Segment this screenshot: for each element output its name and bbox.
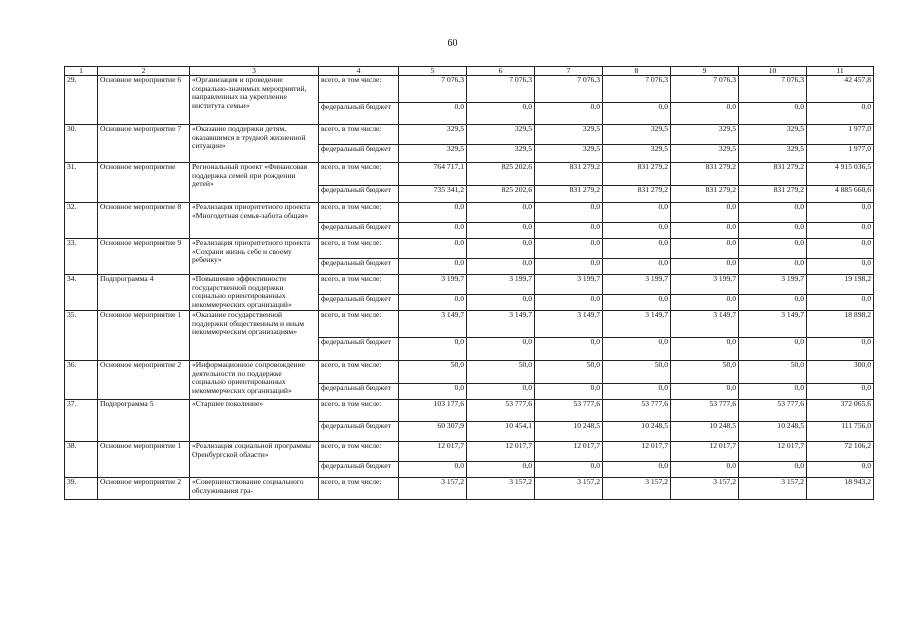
amount-cell: 53 777,6 (603, 400, 671, 422)
amount-cell: 0,0 (739, 239, 807, 259)
funding-label: всего, в том числе: (319, 400, 399, 422)
amount-cell: 0,0 (467, 384, 535, 400)
amount-cell: 329,5 (535, 145, 603, 163)
amount-cell: 0,0 (603, 295, 671, 311)
amount-cell: 0,0 (603, 239, 671, 259)
column-header: 2 (98, 67, 190, 76)
amount-cell: 1 977,0 (807, 145, 874, 163)
amount-cell: 12 017,7 (399, 442, 467, 462)
amount-cell: 831 279,2 (739, 186, 807, 203)
amount-cell: 0,0 (535, 384, 603, 400)
amount-cell: 53 777,6 (671, 400, 739, 422)
row-name: Основное мероприятие (98, 163, 190, 203)
amount-cell: 4 915 036,5 (807, 163, 874, 186)
amount-cell: 7 076,3 (399, 76, 467, 103)
amount-cell: 0,0 (739, 203, 807, 223)
row-name: Подпрограмма 4 (98, 275, 190, 311)
table-row (65, 163, 874, 186)
amount-cell: 831 279,2 (739, 163, 807, 186)
funding-label: федеральный бюджет (319, 223, 399, 239)
amount-cell: 0,0 (739, 338, 807, 361)
amount-cell: 0,0 (671, 223, 739, 239)
amount-cell: 18 898,2 (807, 311, 874, 338)
row-description: «Старшее поколение» (190, 400, 319, 442)
amount-cell: 831 279,2 (603, 163, 671, 186)
amount-cell: 0,0 (467, 462, 535, 478)
amount-cell: 50,0 (603, 361, 671, 384)
amount-cell: 111 756,0 (807, 422, 874, 442)
amount-cell: 3 199,7 (535, 275, 603, 295)
amount-cell: 0,0 (603, 103, 671, 125)
amount-cell: 72 106,2 (807, 442, 874, 462)
amount-cell: 0,0 (739, 103, 807, 125)
amount-cell: 0,0 (467, 203, 535, 223)
amount-cell: 0,0 (671, 295, 739, 311)
amount-cell: 0,0 (739, 259, 807, 275)
amount-cell: 0,0 (399, 223, 467, 239)
amount-cell: 3 199,7 (399, 275, 467, 295)
table-row (65, 361, 874, 384)
amount-cell: 735 341,2 (399, 186, 467, 203)
funding-label: федеральный бюджет (319, 462, 399, 478)
row-description: «Совершенствование социального обслуживания гра- (190, 478, 319, 500)
amount-cell: 103 177,6 (399, 400, 467, 422)
amount-cell: 329,5 (739, 125, 807, 145)
column-header: 3 (190, 67, 319, 76)
amount-cell: 329,5 (671, 145, 739, 163)
table-row (65, 125, 874, 145)
amount-cell: 0,0 (535, 223, 603, 239)
amount-cell: 0,0 (603, 223, 671, 239)
table-row (65, 239, 874, 259)
amount-cell: 18 943,2 (807, 478, 874, 500)
funding-label: федеральный бюджет (319, 145, 399, 163)
amount-cell: 0,0 (535, 239, 603, 259)
amount-cell: 3 149,7 (399, 311, 467, 338)
amount-cell: 0,0 (807, 223, 874, 239)
amount-cell: 329,5 (399, 145, 467, 163)
amount-cell: 0,0 (807, 384, 874, 400)
column-header: 4 (319, 67, 399, 76)
column-header: 6 (467, 67, 535, 76)
row-number: 38. (65, 442, 98, 478)
funding-label: всего, в том числе: (319, 239, 399, 259)
budget-table (64, 66, 874, 500)
amount-cell: 0,0 (603, 203, 671, 223)
row-name: Основное мероприятие 1 (98, 311, 190, 361)
amount-cell: 0,0 (807, 338, 874, 361)
amount-cell: 3 199,7 (603, 275, 671, 295)
amount-cell: 329,5 (399, 125, 467, 145)
amount-cell: 825 202,6 (467, 163, 535, 186)
amount-cell: 0,0 (399, 103, 467, 125)
row-name: Основное мероприятие 2 (98, 478, 190, 500)
row-name: Основное мероприятие 7 (98, 125, 190, 163)
funding-label: федеральный бюджет (319, 384, 399, 400)
funding-label: всего, в том числе: (319, 125, 399, 145)
table-row (65, 275, 874, 295)
amount-cell: 0,0 (535, 338, 603, 361)
amount-cell: 0,0 (807, 239, 874, 259)
amount-cell: 329,5 (603, 145, 671, 163)
amount-cell: 0,0 (807, 295, 874, 311)
page-number: 60 (447, 38, 458, 49)
amount-cell: 329,5 (535, 125, 603, 145)
row-description: Региональный проект «Финансовая поддержка семей при рождении детей» (190, 163, 319, 203)
amount-cell: 0,0 (603, 338, 671, 361)
row-number: 34. (65, 275, 98, 311)
amount-cell: 12 017,7 (535, 442, 603, 462)
row-number: 39. (65, 478, 98, 500)
amount-cell: 0,0 (399, 338, 467, 361)
funding-label: всего, в том числе: (319, 361, 399, 384)
amount-cell: 329,5 (603, 125, 671, 145)
amount-cell: 0,0 (535, 259, 603, 275)
funding-label: всего, в том числе: (319, 478, 399, 500)
amount-cell: 0,0 (467, 338, 535, 361)
amount-cell: 0,0 (399, 239, 467, 259)
amount-cell: 0,0 (671, 239, 739, 259)
amount-cell: 12 017,7 (467, 442, 535, 462)
row-number: 31. (65, 163, 98, 203)
amount-cell: 50,0 (399, 361, 467, 384)
row-name: Основное мероприятие 9 (98, 239, 190, 275)
column-header: 9 (671, 67, 739, 76)
row-description: «Реализация приоритетного проекта «Сохрани жизнь себе и своему ребенку» (190, 239, 319, 275)
amount-cell: 0,0 (535, 103, 603, 125)
amount-cell: 0,0 (399, 462, 467, 478)
amount-cell: 3 199,7 (671, 275, 739, 295)
amount-cell: 7 076,3 (603, 76, 671, 103)
row-number: 29. (65, 76, 98, 125)
amount-cell: 60 307,9 (399, 422, 467, 442)
amount-cell: 3 157,2 (603, 478, 671, 500)
amount-cell: 0,0 (535, 203, 603, 223)
funding-label: федеральный бюджет (319, 338, 399, 361)
row-name: Подпрограмма 5 (98, 400, 190, 442)
amount-cell: 3 157,2 (535, 478, 603, 500)
amount-cell: 831 279,2 (535, 186, 603, 203)
amount-cell: 0,0 (399, 295, 467, 311)
amount-cell: 329,5 (467, 125, 535, 145)
amount-cell: 50,0 (467, 361, 535, 384)
amount-cell: 42 457,8 (807, 76, 874, 103)
funding-label: федеральный бюджет (319, 259, 399, 275)
column-header: 10 (739, 67, 807, 76)
funding-label: федеральный бюджет (319, 295, 399, 311)
amount-cell: 372 065,6 (807, 400, 874, 422)
amount-cell: 0,0 (739, 462, 807, 478)
amount-cell: 3 149,7 (467, 311, 535, 338)
row-number: 36. (65, 361, 98, 400)
amount-cell: 0,0 (739, 223, 807, 239)
funding-label: всего, в том числе: (319, 203, 399, 223)
amount-cell: 825 202,6 (467, 186, 535, 203)
amount-cell: 10 454,1 (467, 422, 535, 442)
amount-cell: 764 717,1 (399, 163, 467, 186)
table-row (65, 442, 874, 462)
amount-cell: 0,0 (671, 203, 739, 223)
amount-cell: 3 149,7 (535, 311, 603, 338)
amount-cell: 0,0 (535, 295, 603, 311)
amount-cell: 0,0 (603, 259, 671, 275)
row-name: Основное мероприятие 1 (98, 442, 190, 478)
row-description: «Реализация приоритетного проекта «Многодетная семья-забота общая» (190, 203, 319, 239)
amount-cell: 0,0 (807, 203, 874, 223)
funding-label: всего, в том числе: (319, 442, 399, 462)
amount-cell: 0,0 (603, 462, 671, 478)
amount-cell: 0,0 (739, 384, 807, 400)
amount-cell: 0,0 (807, 103, 874, 125)
row-description: «Оказание государственной поддержки общественным и иным некоммерческим организациям» (190, 311, 319, 361)
column-header: 11 (807, 67, 874, 76)
amount-cell: 7 076,3 (467, 76, 535, 103)
amount-cell: 53 777,6 (535, 400, 603, 422)
amount-cell: 3 149,7 (739, 311, 807, 338)
row-description: «Информационное сопровождение деятельности по поддержке социально ориентированных некоммерческих организаций» (190, 361, 319, 400)
amount-cell: 10 248,5 (739, 422, 807, 442)
amount-cell: 7 076,3 (671, 76, 739, 103)
amount-cell: 329,5 (739, 145, 807, 163)
amount-cell: 0,0 (467, 103, 535, 125)
amount-cell: 831 279,2 (671, 186, 739, 203)
table-row (65, 478, 874, 500)
amount-cell: 12 017,7 (671, 442, 739, 462)
amount-cell: 0,0 (807, 462, 874, 478)
column-header: 7 (535, 67, 603, 76)
amount-cell: 0,0 (671, 384, 739, 400)
amount-cell: 4 885 660,6 (807, 186, 874, 203)
table-row (65, 400, 874, 422)
column-header: 5 (399, 67, 467, 76)
amount-cell: 0,0 (399, 384, 467, 400)
amount-cell: 3 157,2 (467, 478, 535, 500)
funding-label: всего, в том числе: (319, 76, 399, 103)
amount-cell: 0,0 (671, 338, 739, 361)
amount-cell: 0,0 (535, 462, 603, 478)
amount-cell: 0,0 (467, 295, 535, 311)
amount-cell: 3 199,7 (467, 275, 535, 295)
amount-cell: 0,0 (739, 295, 807, 311)
funding-label: федеральный бюджет (319, 422, 399, 442)
amount-cell: 3 149,7 (671, 311, 739, 338)
amount-cell: 329,5 (671, 125, 739, 145)
row-name: Основное мероприятие 2 (98, 361, 190, 400)
amount-cell: 19 198,2 (807, 275, 874, 295)
row-name: Основное мероприятие 6 (98, 76, 190, 125)
amount-cell: 12 017,7 (739, 442, 807, 462)
amount-cell: 0,0 (807, 259, 874, 275)
amount-cell: 0,0 (603, 384, 671, 400)
row-description: «Оказание поддержки детям, оказавшимся в трудной жизненной ситуации» (190, 125, 319, 163)
row-description: «Реализация социальной программы Оренбургской области» (190, 442, 319, 478)
amount-cell: 1 977,0 (807, 125, 874, 145)
amount-cell: 10 248,5 (671, 422, 739, 442)
amount-cell: 3 157,2 (739, 478, 807, 500)
amount-cell: 50,0 (535, 361, 603, 384)
row-name: Основное мероприятие 8 (98, 203, 190, 239)
amount-cell: 10 248,5 (535, 422, 603, 442)
amount-cell: 3 199,7 (739, 275, 807, 295)
row-number: 30. (65, 125, 98, 163)
amount-cell: 7 076,3 (739, 76, 807, 103)
column-header: 1 (65, 67, 98, 76)
table-row (65, 203, 874, 223)
amount-cell: 50,0 (671, 361, 739, 384)
amount-cell: 50,0 (739, 361, 807, 384)
amount-cell: 0,0 (399, 259, 467, 275)
amount-cell: 7 076,3 (535, 76, 603, 103)
row-description: «Повышение эффективности государственной поддержки социально ориентированных некоммерческих организаций» (190, 275, 319, 311)
amount-cell: 53 777,6 (467, 400, 535, 422)
funding-label: федеральный бюджет (319, 186, 399, 203)
amount-cell: 3 157,2 (671, 478, 739, 500)
amount-cell: 53 777,6 (739, 400, 807, 422)
amount-cell: 0,0 (467, 223, 535, 239)
row-number: 32. (65, 203, 98, 239)
amount-cell: 12 017,7 (603, 442, 671, 462)
amount-cell: 0,0 (399, 203, 467, 223)
amount-cell: 0,0 (671, 103, 739, 125)
amount-cell: 300,0 (807, 361, 874, 384)
row-description: «Организация и проведение социально-значимых мероприятий, направленных на укрепление института семьи» (190, 76, 319, 125)
table-header-row (65, 67, 874, 76)
row-number: 33. (65, 239, 98, 275)
row-number: 37. (65, 400, 98, 442)
amount-cell: 0,0 (671, 259, 739, 275)
amount-cell: 0,0 (467, 259, 535, 275)
row-number: 35. (65, 311, 98, 361)
amount-cell: 0,0 (671, 462, 739, 478)
table-row (65, 311, 874, 338)
amount-cell: 831 279,2 (535, 163, 603, 186)
funding-label: всего, в том числе: (319, 275, 399, 295)
amount-cell: 329,5 (467, 145, 535, 163)
amount-cell: 3 157,2 (399, 478, 467, 500)
amount-cell: 831 279,2 (671, 163, 739, 186)
funding-label: всего, в том числе: (319, 163, 399, 186)
table-row (65, 76, 874, 103)
amount-cell: 3 149,7 (603, 311, 671, 338)
amount-cell: 0,0 (467, 239, 535, 259)
amount-cell: 10 248,5 (603, 422, 671, 442)
funding-label: всего, в том числе: (319, 311, 399, 338)
column-header: 8 (603, 67, 671, 76)
amount-cell: 831 279,2 (603, 186, 671, 203)
funding-label: федеральный бюджет (319, 103, 399, 125)
